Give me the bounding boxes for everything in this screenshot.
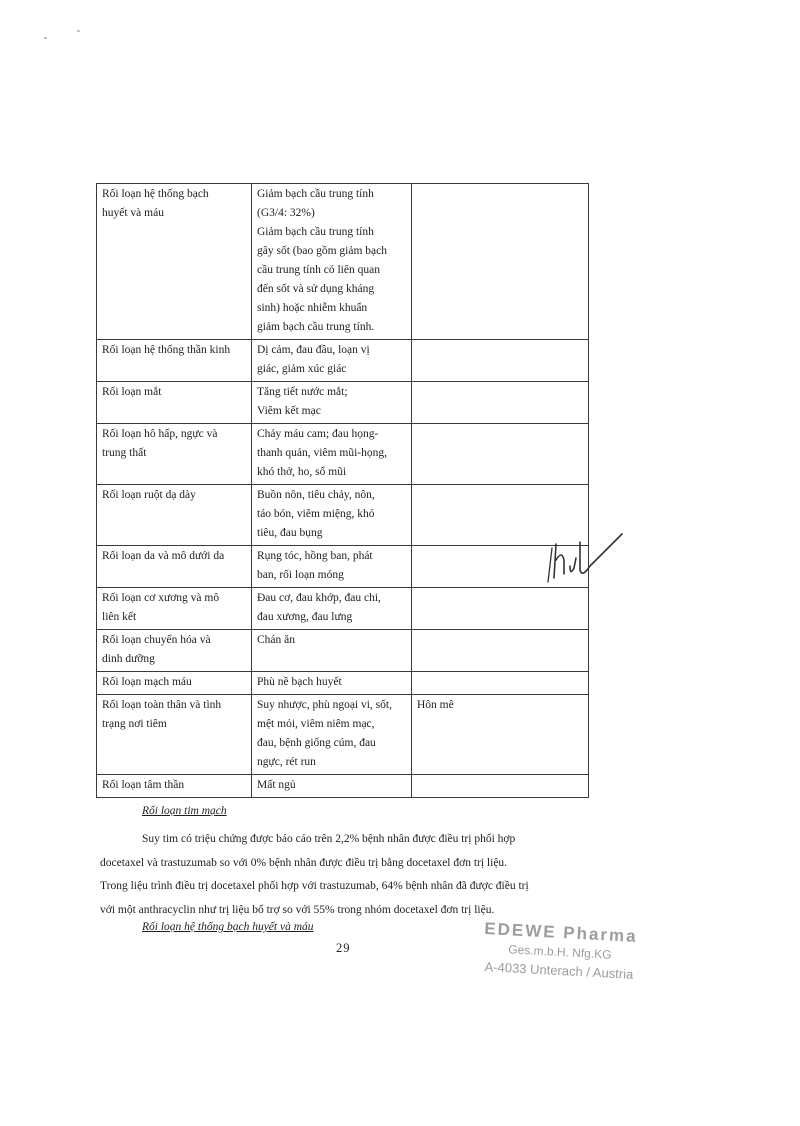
cell-text-line: ban, rối loạn móng	[257, 569, 344, 581]
reaction-cell	[252, 485, 412, 546]
scan-speck	[77, 30, 80, 32]
cell-text-line: Giảm bạch cầu trung tính	[257, 188, 374, 200]
stamp-line: EDEWE Pharma	[483, 919, 639, 947]
other-reaction-cell	[412, 775, 589, 798]
paragraph-line: docetaxel và trastuzumab so với 0% bệnh nhân được điều trị bằng docetaxel đơn trị liệu.	[100, 856, 508, 869]
category-cell	[97, 588, 252, 630]
reaction-cell	[252, 424, 412, 485]
category-cell	[97, 695, 252, 775]
section-heading-blood: Rối loạn hệ thống bạch huyết và máu	[142, 921, 314, 933]
cell-text-line: Rụng tóc, hồng ban, phát	[257, 550, 373, 562]
table-row	[97, 546, 589, 588]
section-heading-cardiac: Rối loạn tim mạch	[142, 805, 227, 817]
other-reaction-cell	[412, 340, 589, 382]
cell-text-line: trung thất	[102, 447, 147, 459]
reaction-cell	[252, 340, 412, 382]
reaction-cell	[252, 546, 412, 588]
cell-text-line: khó thở, ho, sổ mũi	[257, 466, 347, 478]
reaction-cell	[252, 184, 412, 340]
stamp-line: Ges.m.b.H. Nfg.KG	[507, 942, 612, 962]
cell-text-line: Chán ăn	[257, 634, 296, 646]
table-row	[97, 340, 589, 382]
cell-text-line: đau, bệnh giống cúm, đau	[257, 737, 376, 749]
category-cell	[97, 775, 252, 798]
cell-text-line: Đau cơ, đau khớp, đau chi,	[257, 592, 381, 604]
reaction-cell	[252, 672, 412, 695]
other-reaction-cell	[412, 695, 589, 775]
category-cell	[97, 672, 252, 695]
category-cell	[97, 184, 252, 340]
cell-text-line: Rối loạn cơ xương và mô	[102, 592, 220, 604]
cell-text-line: Rối loạn toàn thân và tình	[102, 699, 222, 711]
table-row	[97, 382, 589, 424]
body-paragraph	[100, 828, 590, 922]
table-row	[97, 485, 589, 546]
cell-text-line: Giảm bạch cầu trung tính	[257, 226, 374, 238]
cell-text-line: huyết và máu	[102, 207, 164, 219]
company-stamp	[459, 917, 662, 985]
cell-text-line: Phù nề bạch huyết	[257, 676, 342, 688]
other-reaction-cell	[412, 672, 589, 695]
other-reaction-cell	[412, 184, 589, 340]
cell-text-line: Rối loạn mạch máu	[102, 676, 192, 688]
other-reaction-cell	[412, 382, 589, 424]
category-cell	[97, 340, 252, 382]
reaction-cell	[252, 382, 412, 424]
category-cell	[97, 382, 252, 424]
cell-text-line: Chảy máu cam; đau họng-	[257, 428, 379, 440]
cell-text-line: giác, giảm xúc giác	[257, 363, 347, 375]
paragraph-line: Trong liệu trình điều trị docetaxel phối hợp với trastuzumab, 64% bệnh nhân đã được điều trị	[100, 880, 529, 892]
cell-text-line: ngực, rét run	[257, 756, 316, 768]
category-cell	[97, 546, 252, 588]
table-row	[97, 775, 589, 798]
reaction-cell	[252, 588, 412, 630]
table-row	[97, 695, 589, 775]
cell-text-line: dinh dưỡng	[102, 653, 155, 665]
table-row	[97, 630, 589, 672]
table-row	[97, 588, 589, 630]
cell-text-line: Rối loạn hô hấp, ngực và	[102, 428, 218, 440]
cell-text-line: đau xương, đau lưng	[257, 611, 353, 623]
cell-text-line: mệt mỏi, viêm niêm mạc,	[257, 718, 375, 730]
cell-text-line: thanh quản, viêm mũi-họng,	[257, 447, 387, 459]
adverse-reactions-table	[96, 183, 589, 798]
cell-text-line: Rối loạn ruột dạ dày	[102, 489, 196, 501]
cell-text-line: Mất ngủ	[257, 779, 296, 791]
cell-text-line: Suy nhược, phù ngoại vi, sốt,	[257, 699, 392, 711]
cell-text-line: táo bón, viêm miệng, khó	[257, 508, 375, 520]
other-reaction-cell	[412, 424, 589, 485]
cell-text-line: đến sốt và sử dụng kháng	[257, 283, 375, 295]
paragraph-line: với một anthracyclin như trị liệu bổ trợ so với 55% trong nhóm docetaxel đơn trị liệu.	[100, 903, 495, 916]
paragraph-line: Suy tim có triệu chứng được báo cáo trên 2,2% bệnh nhân được điều trị phối hợp	[142, 833, 516, 845]
cell-text-line: Dị cảm, đau đầu, loạn vị	[257, 344, 370, 356]
cell-text-line: Rối loạn da và mô dưới da	[102, 550, 225, 562]
scan-speck	[44, 37, 47, 39]
cell-text-line: Rối loạn hệ thống bạch	[102, 188, 209, 200]
stamp-line: A-4033 Unterach / Austria	[484, 959, 634, 982]
cell-text-line: tiêu, đau bụng	[257, 527, 323, 539]
cell-text-line: Tăng tiết nước mắt;	[257, 386, 348, 398]
cell-text-line: Rối loạn mắt	[102, 386, 162, 398]
table-row	[97, 672, 589, 695]
cell-text-line: (G3/4: 32%)	[257, 207, 315, 219]
cell-text-line: giảm bạch cầu trung tính.	[257, 321, 375, 333]
page-number: 29	[336, 941, 351, 955]
reaction-cell	[252, 775, 412, 798]
cell-text-line: cầu trung tính có liên quan	[257, 264, 380, 276]
other-reaction-cell	[412, 588, 589, 630]
table-row	[97, 184, 589, 340]
category-cell	[97, 424, 252, 485]
cell-text-line: liên kết	[102, 611, 137, 623]
category-cell	[97, 630, 252, 672]
cell-text-line: Buồn nôn, tiêu chảy, nôn,	[257, 489, 375, 501]
handwritten-signature	[540, 530, 626, 591]
cell-text-line: gây sốt (bao gồm giảm bạch	[257, 245, 387, 257]
cell-text-line: Viêm kết mạc	[257, 405, 321, 417]
category-cell	[97, 485, 252, 546]
cell-text-line: sinh) hoặc nhiễm khuẩn	[257, 302, 368, 314]
cell-text-line: Hôn mê	[417, 699, 454, 711]
table-row	[97, 424, 589, 485]
cell-text-line: Rối loạn tâm thần	[102, 779, 185, 791]
cell-text-line: trạng nơi tiêm	[102, 718, 167, 730]
reaction-cell	[252, 695, 412, 775]
reaction-cell	[252, 630, 412, 672]
cell-text-line: Rối loạn hệ thống thần kinh	[102, 344, 231, 356]
other-reaction-cell	[412, 630, 589, 672]
cell-text-line: Rối loạn chuyển hóa và	[102, 634, 211, 646]
